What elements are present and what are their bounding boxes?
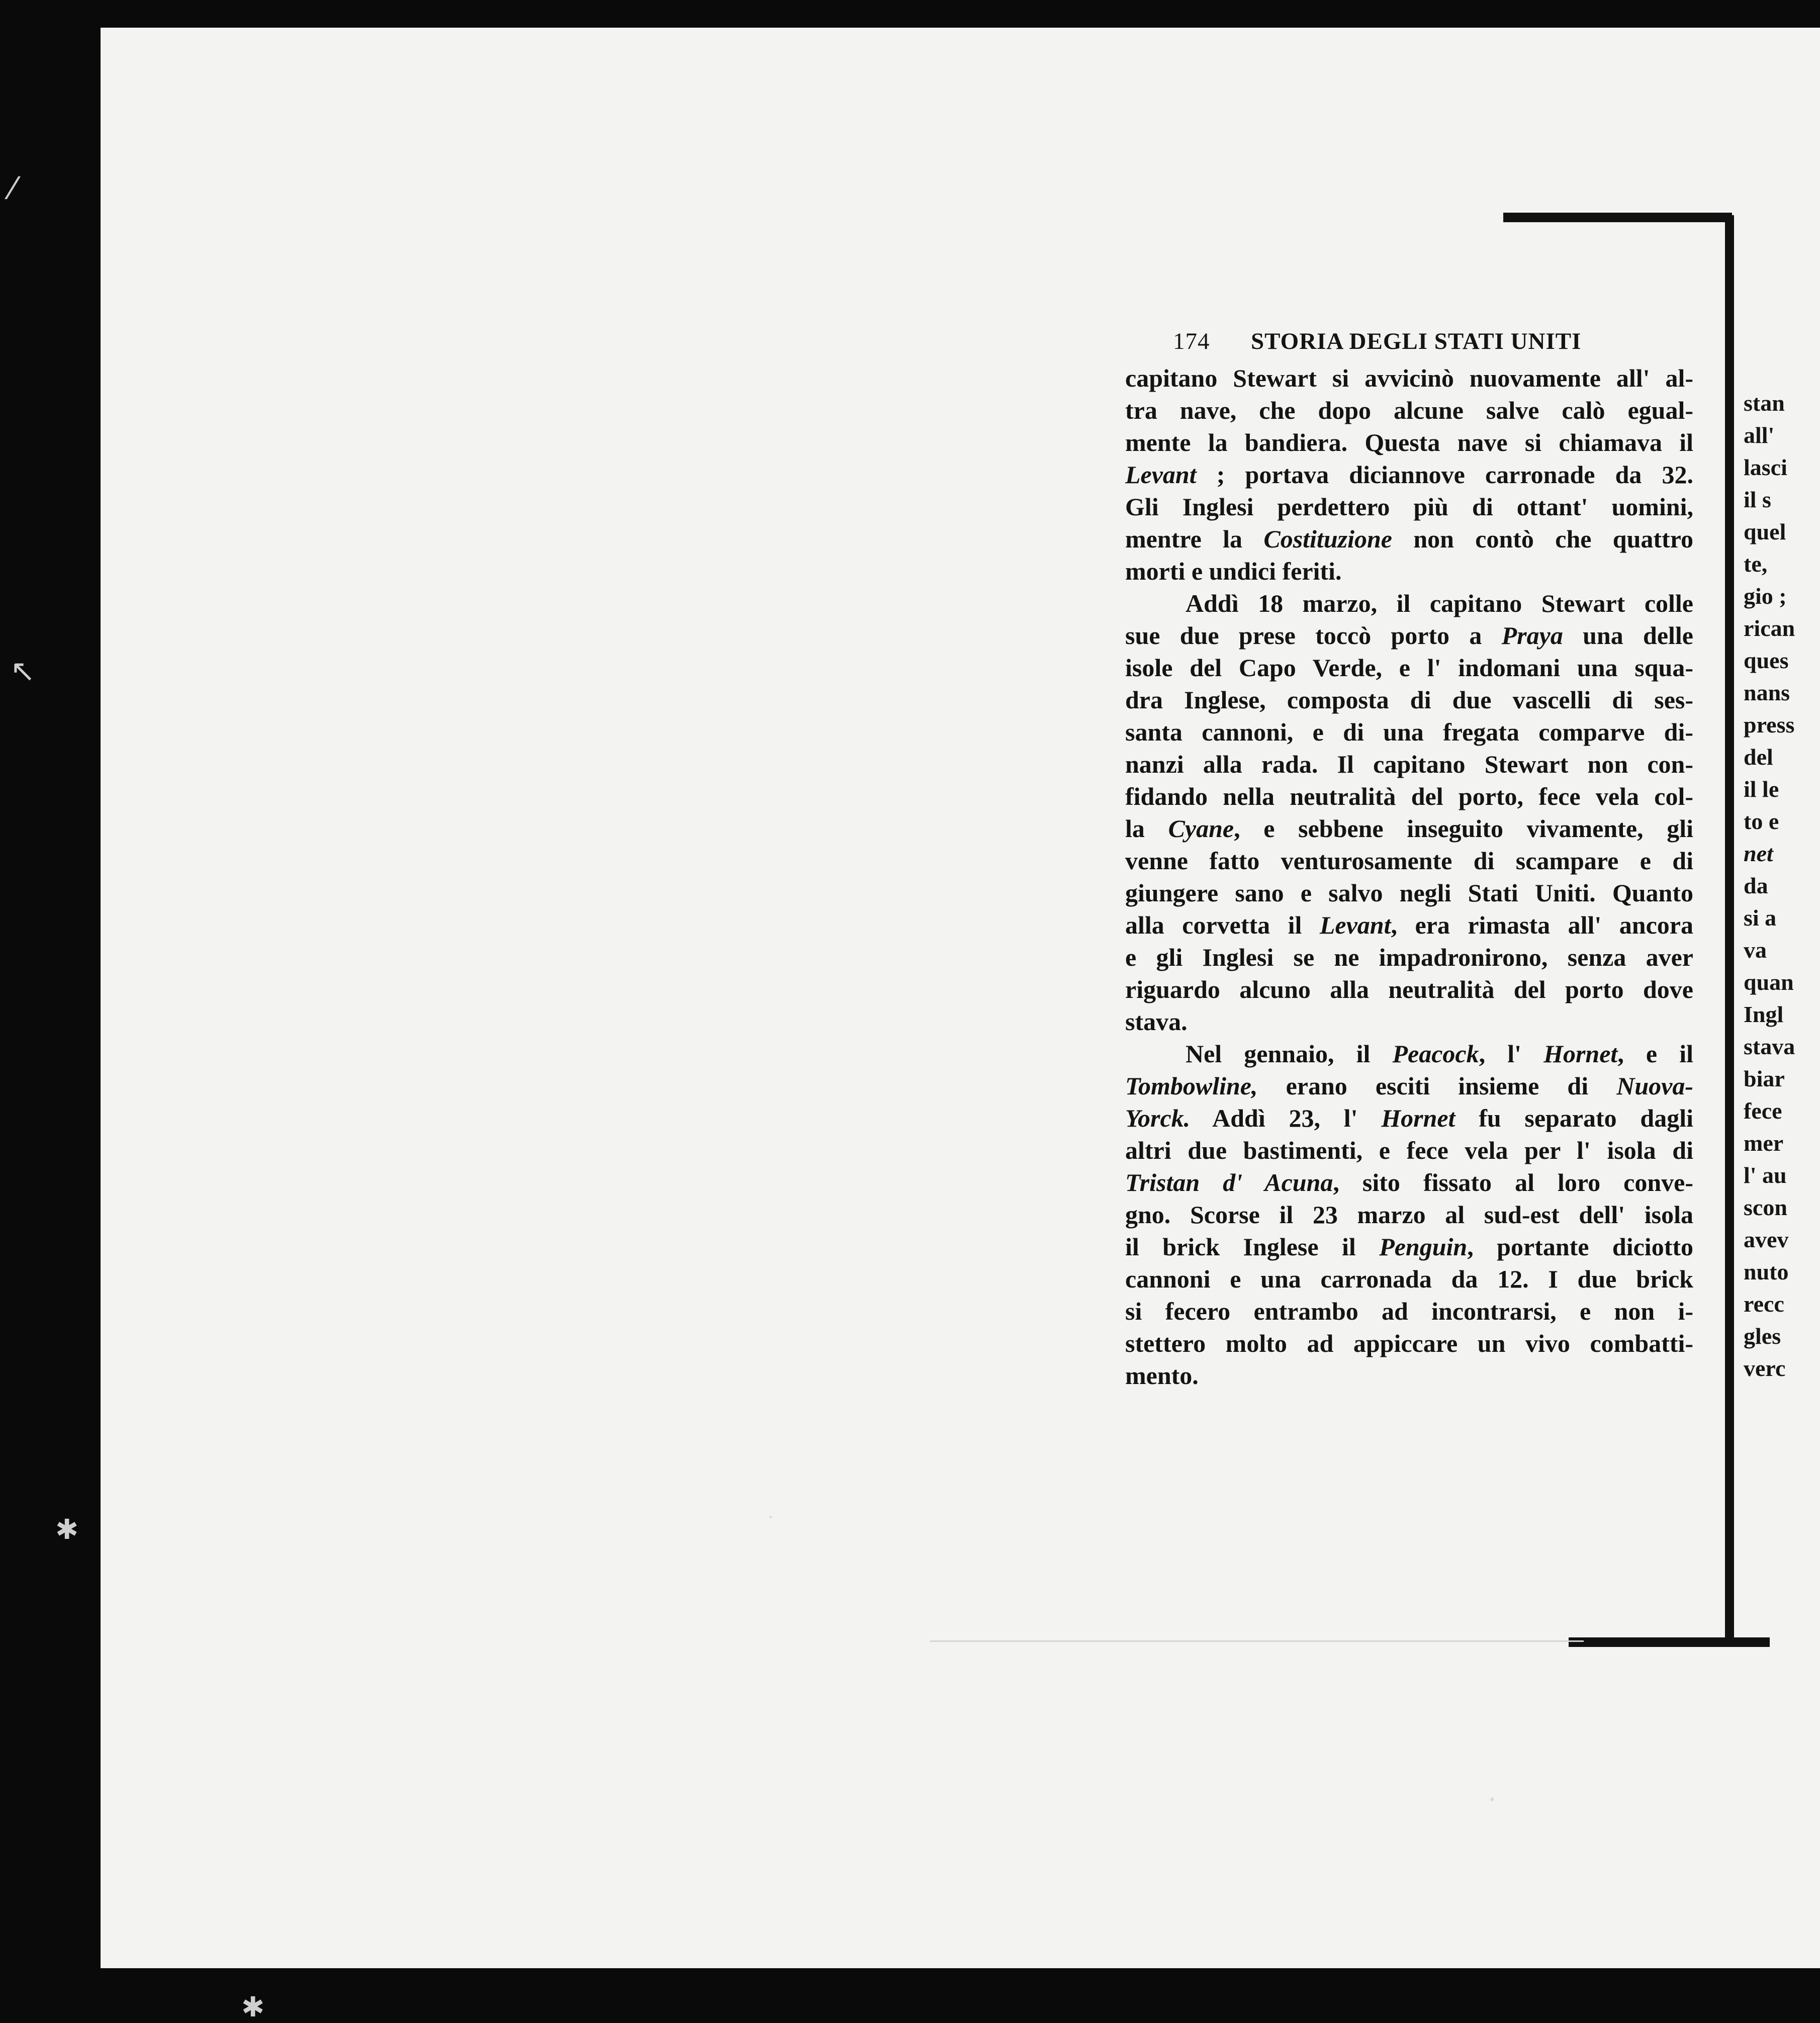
text-run: nanzi alla rada. Il capitano Stewart non con- bbox=[1125, 750, 1693, 778]
text-run: capitano Stewart si avvicinò nuovamente all' al- bbox=[1125, 364, 1693, 392]
text-line bbox=[1125, 748, 1693, 780]
text-run: alla corvetta il bbox=[1125, 911, 1320, 939]
text-line bbox=[1125, 1166, 1693, 1199]
fragment-line: quan bbox=[1744, 969, 1794, 995]
text-line bbox=[1125, 587, 1693, 619]
fragment-line: to e bbox=[1744, 808, 1779, 834]
text-run: il brick Inglese il bbox=[1125, 1233, 1380, 1261]
text-line bbox=[1125, 1231, 1693, 1263]
margin-mark: ✱ bbox=[241, 1991, 265, 2023]
fragment-line: lasci bbox=[1744, 454, 1787, 480]
fragment-line: gio ; bbox=[1744, 583, 1787, 609]
text-run: morti e undici feriti. bbox=[1125, 557, 1342, 585]
fragment-line: stava bbox=[1744, 1034, 1795, 1059]
text-line bbox=[1125, 909, 1693, 941]
fragment-line: te, bbox=[1744, 551, 1768, 577]
text-run: tra nave, che dopo alcune salve calò egual- bbox=[1125, 396, 1693, 424]
fragment-line: biar bbox=[1744, 1066, 1785, 1091]
text-line bbox=[1125, 1327, 1693, 1359]
page-number: 174 bbox=[1173, 328, 1210, 354]
text-line bbox=[1125, 1295, 1693, 1327]
running-title: STORIA DEGLI STATI UNITI bbox=[1251, 328, 1582, 354]
text-line bbox=[1125, 458, 1693, 491]
text-run: la bbox=[1125, 814, 1168, 843]
text-line bbox=[1125, 941, 1693, 973]
text-line bbox=[1125, 491, 1693, 523]
faint-page-edge bbox=[930, 1640, 1584, 1642]
border-rule-bottom bbox=[1569, 1637, 1770, 1647]
border-rule-top bbox=[1503, 213, 1732, 222]
fragment-line: nuto bbox=[1744, 1259, 1789, 1284]
text-line bbox=[1125, 1038, 1693, 1070]
text-run: venne fatto venturosamente di scampare e di bbox=[1125, 847, 1693, 875]
text-run: ; portava diciannove carronade da 32. bbox=[1196, 461, 1693, 489]
body-text bbox=[1125, 362, 1693, 1392]
italic-text: Peacock bbox=[1392, 1040, 1479, 1068]
italic-text: Nuova- bbox=[1616, 1072, 1693, 1100]
italic-text: Yorck. bbox=[1125, 1104, 1191, 1132]
fragment-line: press bbox=[1744, 712, 1795, 738]
text-run: isole del Capo Verde, e l' indomani una squa- bbox=[1125, 654, 1693, 682]
fragment-line: il le bbox=[1744, 776, 1779, 802]
text-run: sue due prese toccò porto a bbox=[1125, 621, 1502, 650]
text-run: stettero molto ad appiccare un vivo combatti- bbox=[1125, 1329, 1693, 1357]
fragment-line: stan bbox=[1744, 390, 1785, 416]
text-run: , e il bbox=[1617, 1040, 1693, 1068]
text-run: mente la bandiera. Questa nave si chiamava il bbox=[1125, 428, 1693, 456]
fragment-line: mer bbox=[1744, 1130, 1784, 1156]
text-run: altri due bastimenti, e fece vela per l' isola di bbox=[1125, 1136, 1693, 1164]
dust-speck bbox=[769, 1516, 772, 1518]
fragment-line: rican bbox=[1744, 615, 1795, 641]
text-run: si fecero entrambo ad incontrarsi, e non i- bbox=[1125, 1297, 1693, 1325]
text-line bbox=[1125, 1070, 1693, 1102]
text-run: , sito fissato al loro conve- bbox=[1333, 1168, 1693, 1197]
fragment-line: verc bbox=[1744, 1355, 1786, 1381]
text-line bbox=[1125, 684, 1693, 716]
fragment-line: fece bbox=[1744, 1098, 1782, 1124]
italic-text: Levant bbox=[1319, 911, 1391, 939]
margin-mark: ✱ bbox=[55, 1513, 79, 1545]
running-head bbox=[1125, 328, 1693, 362]
italic-text: Levant bbox=[1125, 461, 1197, 489]
italic-text: Tombowline, bbox=[1125, 1072, 1258, 1100]
text-line bbox=[1125, 362, 1693, 394]
fragment-line: si a bbox=[1744, 905, 1777, 931]
margin-mark: ⁄ bbox=[10, 171, 16, 206]
dust-speck bbox=[1491, 1797, 1494, 1801]
text-run: mentre la bbox=[1125, 525, 1264, 553]
text-line bbox=[1125, 1102, 1693, 1134]
italic-text: Penguin bbox=[1379, 1233, 1468, 1261]
text-line bbox=[1125, 1199, 1693, 1231]
fragment-line: l' au bbox=[1744, 1162, 1787, 1188]
fragment-line: Ingl bbox=[1744, 1001, 1784, 1027]
margin-mark: ↖ bbox=[10, 654, 36, 689]
text-run: santa cannoni, e di una fregata comparve di- bbox=[1125, 718, 1693, 746]
text-line bbox=[1125, 1005, 1693, 1038]
text-run: , l' bbox=[1479, 1040, 1544, 1068]
text-line bbox=[1125, 845, 1693, 877]
fragment-line: va bbox=[1744, 937, 1767, 963]
text-line bbox=[1125, 523, 1693, 555]
adjacent-page-fragment bbox=[1744, 387, 1820, 1385]
text-run: Gli Inglesi perdettero più di ottant' uomini, bbox=[1125, 493, 1693, 521]
text-run: stava. bbox=[1125, 1007, 1188, 1036]
italic-text: Tristan d' Acuna bbox=[1125, 1168, 1333, 1197]
text-run: erano esciti insieme di bbox=[1257, 1072, 1617, 1100]
fragment-line: il s bbox=[1744, 487, 1771, 512]
fragment-line: ques bbox=[1744, 648, 1789, 673]
text-run: Addì 18 marzo, il capitano Stewart colle bbox=[1186, 589, 1693, 617]
text-line bbox=[1125, 426, 1693, 458]
text-run: fidando nella neutralità del porto, fece vela col- bbox=[1125, 782, 1693, 810]
fragment-line: net bbox=[1744, 841, 1773, 866]
fragment-line: quel bbox=[1744, 519, 1786, 544]
fragment-line: recc bbox=[1744, 1291, 1784, 1317]
book-page bbox=[1125, 328, 1693, 1392]
italic-text: Hornet bbox=[1381, 1104, 1455, 1132]
text-run: una delle bbox=[1563, 621, 1693, 650]
text-line bbox=[1125, 780, 1693, 812]
text-line bbox=[1125, 877, 1693, 909]
text-run: fu separato dagli bbox=[1455, 1104, 1693, 1132]
text-run: cannoni e una carronada da 12. I due brick bbox=[1125, 1265, 1693, 1293]
text-run: e gli Inglesi se ne impadronirono, senza aver bbox=[1125, 943, 1693, 971]
text-line bbox=[1125, 1134, 1693, 1166]
text-run: riguardo alcuno alla neutralità del porto dove bbox=[1125, 975, 1693, 1003]
fragment-line: scon bbox=[1744, 1194, 1787, 1220]
text-line bbox=[1125, 652, 1693, 684]
text-run: Nel gennaio, il bbox=[1186, 1040, 1393, 1068]
fragment-line: gles bbox=[1744, 1323, 1781, 1349]
italic-text: Cyane bbox=[1168, 814, 1234, 843]
fragment-line: avev bbox=[1744, 1227, 1789, 1252]
text-line bbox=[1125, 812, 1693, 845]
fragment-line: nans bbox=[1744, 680, 1790, 705]
text-line bbox=[1125, 973, 1693, 1005]
text-run: mento. bbox=[1125, 1361, 1199, 1390]
text-line bbox=[1125, 716, 1693, 748]
text-line bbox=[1125, 555, 1693, 587]
text-line bbox=[1125, 619, 1693, 652]
text-run: , era rimasta all' ancora bbox=[1391, 911, 1693, 939]
italic-text: Praya bbox=[1501, 621, 1563, 650]
text-line bbox=[1125, 1359, 1693, 1392]
text-run: giungere sano e salvo negli Stati Uniti. Quanto bbox=[1125, 879, 1693, 907]
fragment-line: del bbox=[1744, 744, 1773, 770]
text-run: , portante diciotto bbox=[1467, 1233, 1693, 1261]
italic-text: Hornet bbox=[1543, 1040, 1618, 1068]
text-line bbox=[1125, 394, 1693, 426]
border-rule-right bbox=[1725, 215, 1734, 1643]
text-line bbox=[1125, 1263, 1693, 1295]
fragment-line: all' bbox=[1744, 422, 1775, 448]
text-run: Addì 23, l' bbox=[1190, 1104, 1382, 1132]
italic-text: Costituzione bbox=[1263, 525, 1392, 553]
text-run: dra Inglese, composta di due vascelli di ses- bbox=[1125, 686, 1693, 714]
fragment-line: da bbox=[1744, 873, 1768, 898]
text-run: gno. Scorse il 23 marzo al sud-est dell' isola bbox=[1125, 1201, 1693, 1229]
text-run: non contò che quattro bbox=[1392, 525, 1693, 553]
text-run: , e sebbene inseguito vivamente, gli bbox=[1234, 814, 1693, 843]
